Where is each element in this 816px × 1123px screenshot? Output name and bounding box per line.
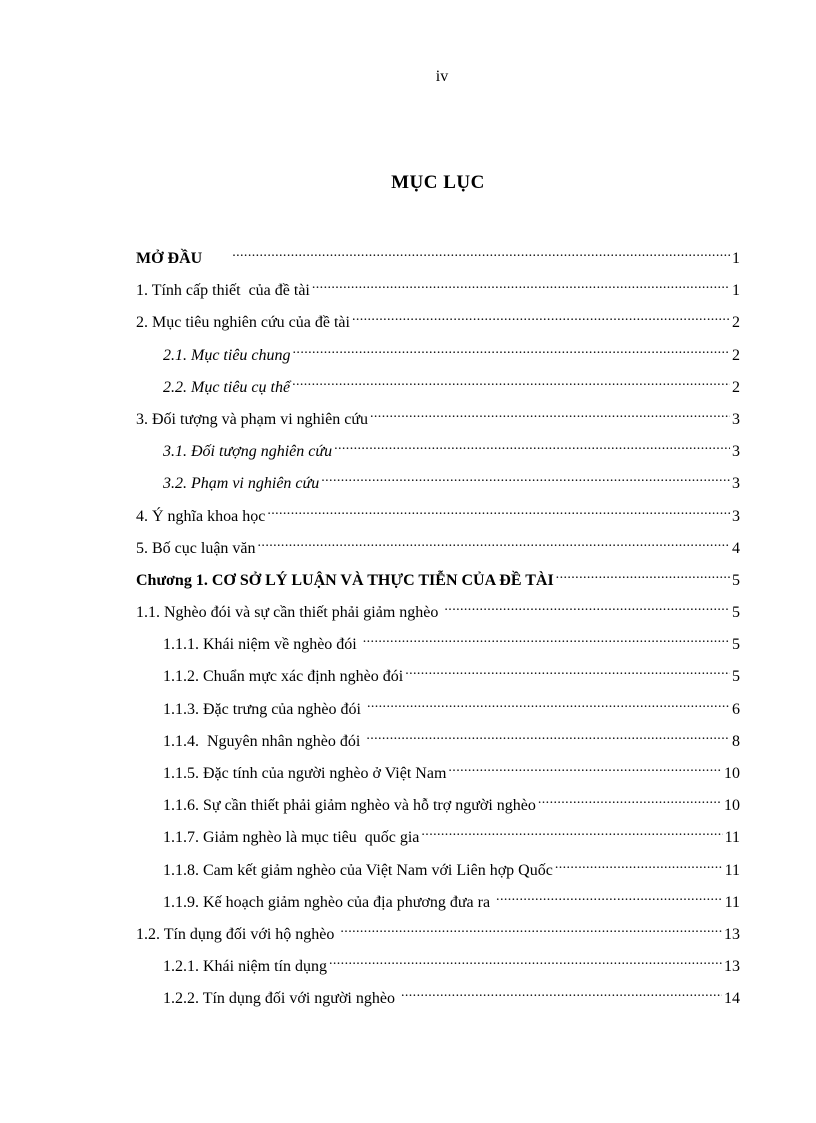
toc-entry-page-number: 10 xyxy=(724,765,740,782)
toc-entry-page-number: 6 xyxy=(732,700,740,718)
toc-dot-leader xyxy=(312,275,730,295)
toc-entry-page-number: 3 xyxy=(732,410,740,428)
toc-entry-label: 2.2. Mục tiêu cụ thể xyxy=(163,378,291,396)
toc-entry[interactable] xyxy=(136,790,740,822)
toc-entry[interactable] xyxy=(136,661,740,693)
toc-entry-page-number: 10 xyxy=(724,797,740,815)
toc-entry-label: 1.1.8. Cam kết giảm nghèo của Việt Nam với Liên hợp Quốc xyxy=(163,861,553,879)
toc-dot-leader xyxy=(321,468,730,488)
toc-entry-page-number: 2 xyxy=(732,378,740,396)
toc-entry-label: 1.1.1. Khái niệm về nghèo đói xyxy=(163,636,361,654)
toc-entry-label: 1. Tính cấp thiết của đề tài xyxy=(136,282,310,300)
toc-entry[interactable] xyxy=(136,307,740,339)
toc-entry-page-number: 5 xyxy=(732,604,740,622)
toc-entry[interactable] xyxy=(136,629,740,661)
toc-dot-leader xyxy=(293,340,730,360)
toc-dot-leader xyxy=(352,307,730,327)
toc-dot-leader xyxy=(363,629,730,649)
toc-entry[interactable] xyxy=(136,758,740,790)
toc-entry-page-number: 8 xyxy=(732,732,740,750)
toc-entry-label: 5. Bố cục luận văn xyxy=(136,539,256,557)
toc-entry-page-number: 13 xyxy=(724,958,740,976)
toc-dot-leader xyxy=(340,919,722,939)
toc-entry-label: 1.1.2. Chuẩn mực xác định nghèo đói xyxy=(163,668,404,686)
toc-entry-page-number: 3 xyxy=(732,507,740,525)
toc-entry[interactable] xyxy=(136,822,740,854)
toc-dot-leader xyxy=(555,855,723,875)
toc-dot-leader xyxy=(496,887,723,907)
toc-entry[interactable] xyxy=(136,694,740,726)
toc-entry[interactable] xyxy=(136,501,740,533)
toc-entry-label: 1.1.9. Kế hoạch giảm nghèo của địa phương đưa ra xyxy=(163,893,495,911)
toc-entry-label: Chương 1. CƠ SỞ LÝ LUẬN VÀ THỰC TIỄN CỦA ĐỀ TÀI xyxy=(136,571,554,589)
toc-entry-page-number: 1 xyxy=(732,282,740,300)
toc-entry-page-number: 14 xyxy=(724,990,740,1008)
toc-entry-label: 2.1. Mục tiêu chung xyxy=(163,346,291,364)
toc-entry[interactable] xyxy=(136,919,740,951)
toc-entry-page-number: 2 xyxy=(732,314,740,332)
toc-entry-page-number: 11 xyxy=(724,861,740,879)
toc-entry-page-number: 4 xyxy=(732,539,740,557)
toc-entry[interactable] xyxy=(136,533,740,565)
toc-entry-label: 1.1.4. Nguyên nhân nghèo đói xyxy=(163,732,365,750)
toc-entry-label: 2. Mục tiêu nghiên cứu của đề tài xyxy=(136,314,350,332)
toc-entry-page-number: 1 xyxy=(732,250,740,267)
toc-entry[interactable] xyxy=(136,468,740,500)
toc-entry-page-number: 5 xyxy=(732,571,740,589)
page-title: MỤC LỤC xyxy=(391,172,485,193)
toc-dot-leader xyxy=(370,404,730,424)
toc-entry-page-number: 2 xyxy=(732,346,740,364)
toc-entry[interactable] xyxy=(136,243,740,275)
toc-dot-leader xyxy=(556,565,730,585)
toc-entry-label: 3.2. Phạm vi nghiên cứu xyxy=(163,475,320,493)
toc-entry-page-number: 5 xyxy=(732,636,740,654)
toc-dot-leader xyxy=(448,758,722,778)
toc-entry[interactable] xyxy=(136,951,740,983)
toc-dot-leader xyxy=(292,372,730,392)
toc-dot-leader xyxy=(366,726,730,746)
toc-dot-leader xyxy=(421,822,722,842)
toc-entry[interactable] xyxy=(136,887,740,919)
toc-entry[interactable] xyxy=(136,404,740,436)
toc-dot-leader xyxy=(329,951,722,971)
toc-entry-page-number: 13 xyxy=(724,925,740,943)
toc-entry[interactable] xyxy=(136,726,740,758)
toc-entry[interactable] xyxy=(136,372,740,404)
toc-dot-leader xyxy=(258,533,730,553)
toc-entry-label: 4. Ý nghĩa khoa học xyxy=(136,507,266,525)
toc-entry-label: MỞ ĐẦU xyxy=(136,250,231,267)
toc-entry-page-number: 3 xyxy=(732,443,740,461)
toc-entry[interactable] xyxy=(136,855,740,887)
toc-entry[interactable] xyxy=(136,983,740,1015)
toc-dot-leader xyxy=(232,243,730,263)
toc-entry-page-number: 3 xyxy=(732,475,740,493)
toc-entry[interactable] xyxy=(136,565,740,597)
toc-dot-leader xyxy=(367,694,730,714)
toc-dot-leader xyxy=(267,501,730,521)
toc-entry[interactable] xyxy=(136,436,740,468)
toc-dot-leader xyxy=(444,597,730,617)
toc-entry-page-number: 11 xyxy=(724,893,740,911)
toc-entry-label: 1.1.6. Sự cần thiết phải giảm nghèo và hỗ trợ người nghèo xyxy=(163,797,536,815)
toc-entry-page-number: 5 xyxy=(732,668,740,686)
toc-entry[interactable] xyxy=(136,340,740,372)
toc-entry-page-number: 11 xyxy=(724,829,740,847)
toc-dot-leader xyxy=(401,983,722,1003)
toc-entry-label: 1.1.5. Đặc tính của người nghèo ở Việt Nam xyxy=(163,765,447,782)
toc-entry-label: 1.1.3. Đặc trưng của nghèo đói xyxy=(163,700,365,718)
toc-entry-label: 1.2.1. Khái niệm tín dụng xyxy=(163,958,327,976)
toc-entry-label: 3.1. Đối tượng nghiên cứu xyxy=(163,443,333,461)
table-of-contents xyxy=(136,243,740,1016)
toc-dot-leader xyxy=(405,661,730,681)
toc-entry[interactable] xyxy=(136,597,740,629)
toc-entry-label: 1.1. Nghèo đói và sự cần thiết phải giảm nghèo xyxy=(136,604,443,622)
toc-entry-label: 1.2. Tín dụng đối với hộ nghèo xyxy=(136,925,339,943)
page-number: iv xyxy=(435,68,449,85)
toc-dot-leader xyxy=(334,436,730,456)
toc-entry-label: 1.2.2. Tín dụng đối với người nghèo xyxy=(163,990,399,1008)
toc-entry-label: 1.1.7. Giảm nghèo là mục tiêu quốc gia xyxy=(163,829,420,847)
toc-dot-leader xyxy=(538,790,722,810)
toc-entry[interactable] xyxy=(136,275,740,307)
toc-entry-label: 3. Đối tượng và phạm vi nghiên cứu xyxy=(136,410,368,428)
